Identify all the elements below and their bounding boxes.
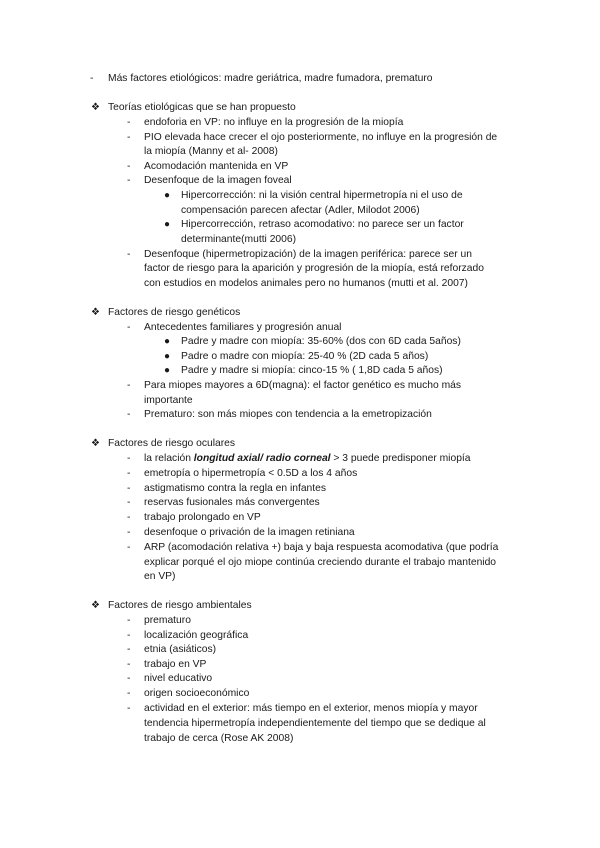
- list-item: Desenfoque (hipermetropización) de la imagen periférica: parece ser un: [144, 249, 472, 260]
- list-item: Prematuro: son más miopes con tendencia a la emetropización: [144, 409, 432, 420]
- dash-bullet: -: [127, 322, 131, 333]
- dash-bullet: -: [127, 117, 131, 128]
- dot-bullet-icon: ●: [164, 219, 171, 230]
- dash-bullet: -: [127, 542, 131, 553]
- dash-bullet: -: [127, 703, 131, 714]
- list-item: endoforia en VP: no influye en la progresión de la miopía: [144, 117, 404, 128]
- sub-list-item: Padre y madre si miopía: cinco-15 % ( 1,8D cada 5 años): [181, 365, 443, 376]
- dash-bullet: -: [127, 161, 131, 172]
- dot-bullet-icon: ●: [164, 190, 171, 201]
- list-item-continuation: explicar porqué el ojo miope continúa creciendo durante el trabajo mantenido: [144, 557, 497, 568]
- list-item: actividad en el exterior: más tiempo en el exterior, menos miopía y mayor: [144, 703, 478, 714]
- sub-list-item: Padre o madre con miopía: 25-40 % (2D cada 5 años): [181, 351, 429, 362]
- section-heading-geneticos: Factores de riesgo genéticos: [108, 307, 241, 318]
- dash-bullet: -: [127, 673, 131, 684]
- section-heading-oculares: Factores de riesgo oculares: [108, 438, 236, 449]
- list-item: ARP (acomodación relativa +) baja y baja respuesta acomodativa (que podría: [144, 542, 499, 553]
- diamond-bullet-icon: ❖: [91, 600, 100, 611]
- list-item-continuation: tendencia hipermetropía independientemente del tiempo que se dedique al: [144, 718, 486, 729]
- list-item: emetropía o hipermetropía < 0.5D a los 4 años: [144, 468, 358, 479]
- list-item: Desenfoque de la imagen foveal: [144, 175, 292, 186]
- intro-line: Más factores etiológicos: madre geriátrica, madre fumadora, prematuro: [108, 73, 433, 84]
- dash-bullet: -: [127, 249, 131, 260]
- dash-bullet: -: [127, 659, 131, 670]
- list-item: prematuro: [144, 615, 191, 626]
- list-item-continuation: importante: [144, 395, 193, 406]
- dash-bullet: -: [127, 630, 131, 641]
- list-item-relacion: [144, 452, 471, 467]
- dot-bullet-icon: ●: [164, 336, 171, 347]
- dash-bullet: -: [90, 73, 94, 84]
- sub-list-item: Padre y madre con miopía: 35-60% (dos con 6D cada 5años): [181, 336, 461, 347]
- dash-bullet: -: [127, 453, 131, 464]
- list-item: Para miopes mayores a 6D(magna): el factor genético es mucho más: [144, 380, 462, 391]
- dash-bullet: -: [127, 468, 131, 479]
- sub-list-item: Hipercorrección: ni la visión central hipermetropía ni el uso de: [181, 190, 463, 201]
- list-item: etnia (asiáticos): [144, 644, 217, 655]
- relacion-bold-term: longitud axial/ radio corneal: [193, 453, 331, 464]
- relacion-prefix: la relación: [144, 453, 194, 464]
- list-item: trabajo prolongado en VP: [144, 512, 261, 523]
- section-heading-teorias: Teorías etiológicas que se han propuesto: [108, 102, 296, 113]
- list-item: PIO elevada hace crecer el ojo posteriormente, no influye en la progresión de: [144, 132, 498, 143]
- sub-list-item: Hipercorrección, retraso acomodativo: no parece ser un factor: [181, 219, 464, 230]
- dot-bullet-icon: ●: [164, 365, 171, 376]
- diamond-bullet-icon: ❖: [91, 102, 100, 113]
- dash-bullet: -: [127, 380, 131, 391]
- list-item: origen socioeconómico: [144, 688, 250, 699]
- list-item: trabajo en VP: [144, 659, 207, 670]
- sub-list-item-continuation: compensación parecen afectar (Adler, Milodot 2006): [181, 205, 420, 216]
- dash-bullet: -: [127, 483, 131, 494]
- dash-bullet: -: [127, 497, 131, 508]
- dash-bullet: -: [127, 409, 131, 420]
- section-heading-ambientales: Factores de riesgo ambientales: [108, 600, 252, 611]
- dash-bullet: -: [127, 132, 131, 143]
- list-item: nivel educativo: [144, 673, 213, 684]
- list-item: desenfoque o privación de la imagen retiniana: [144, 527, 355, 538]
- list-item: Acomodación mantenida en VP: [144, 161, 289, 172]
- dash-bullet: -: [127, 615, 131, 626]
- relacion-suffix: > 3 puede predisponer miopía: [330, 453, 471, 464]
- dash-bullet: -: [127, 175, 131, 186]
- diamond-bullet-icon: ❖: [91, 307, 100, 318]
- list-item: Antecedentes familiares y progresión anual: [144, 322, 342, 333]
- list-item-continuation: factor de riesgo para la aparición y progresión de la miopía, está reforzado: [144, 263, 484, 274]
- diamond-bullet-icon: ❖: [91, 438, 100, 449]
- dash-bullet: -: [127, 527, 131, 538]
- list-item: reservas fusionales más convergentes: [144, 497, 320, 508]
- dash-bullet: -: [127, 644, 131, 655]
- list-item: astigmatismo contra la regla en infantes: [144, 483, 327, 494]
- dash-bullet: -: [127, 688, 131, 699]
- list-item-continuation: trabajo de cerca (Rose AK 2008): [144, 733, 294, 744]
- dot-bullet-icon: ●: [164, 351, 171, 362]
- list-item-continuation: la miopía (Manny et al- 2008): [144, 146, 278, 157]
- list-item: localización geográfica: [144, 630, 249, 641]
- sub-list-item-continuation: determinante(mutti 2006): [181, 234, 297, 245]
- list-item-continuation: en VP): [144, 571, 176, 582]
- dash-bullet: -: [127, 512, 131, 523]
- list-item-continuation: con estudios en modelos animales pero no humanos (mutti et al. 2007): [144, 278, 468, 289]
